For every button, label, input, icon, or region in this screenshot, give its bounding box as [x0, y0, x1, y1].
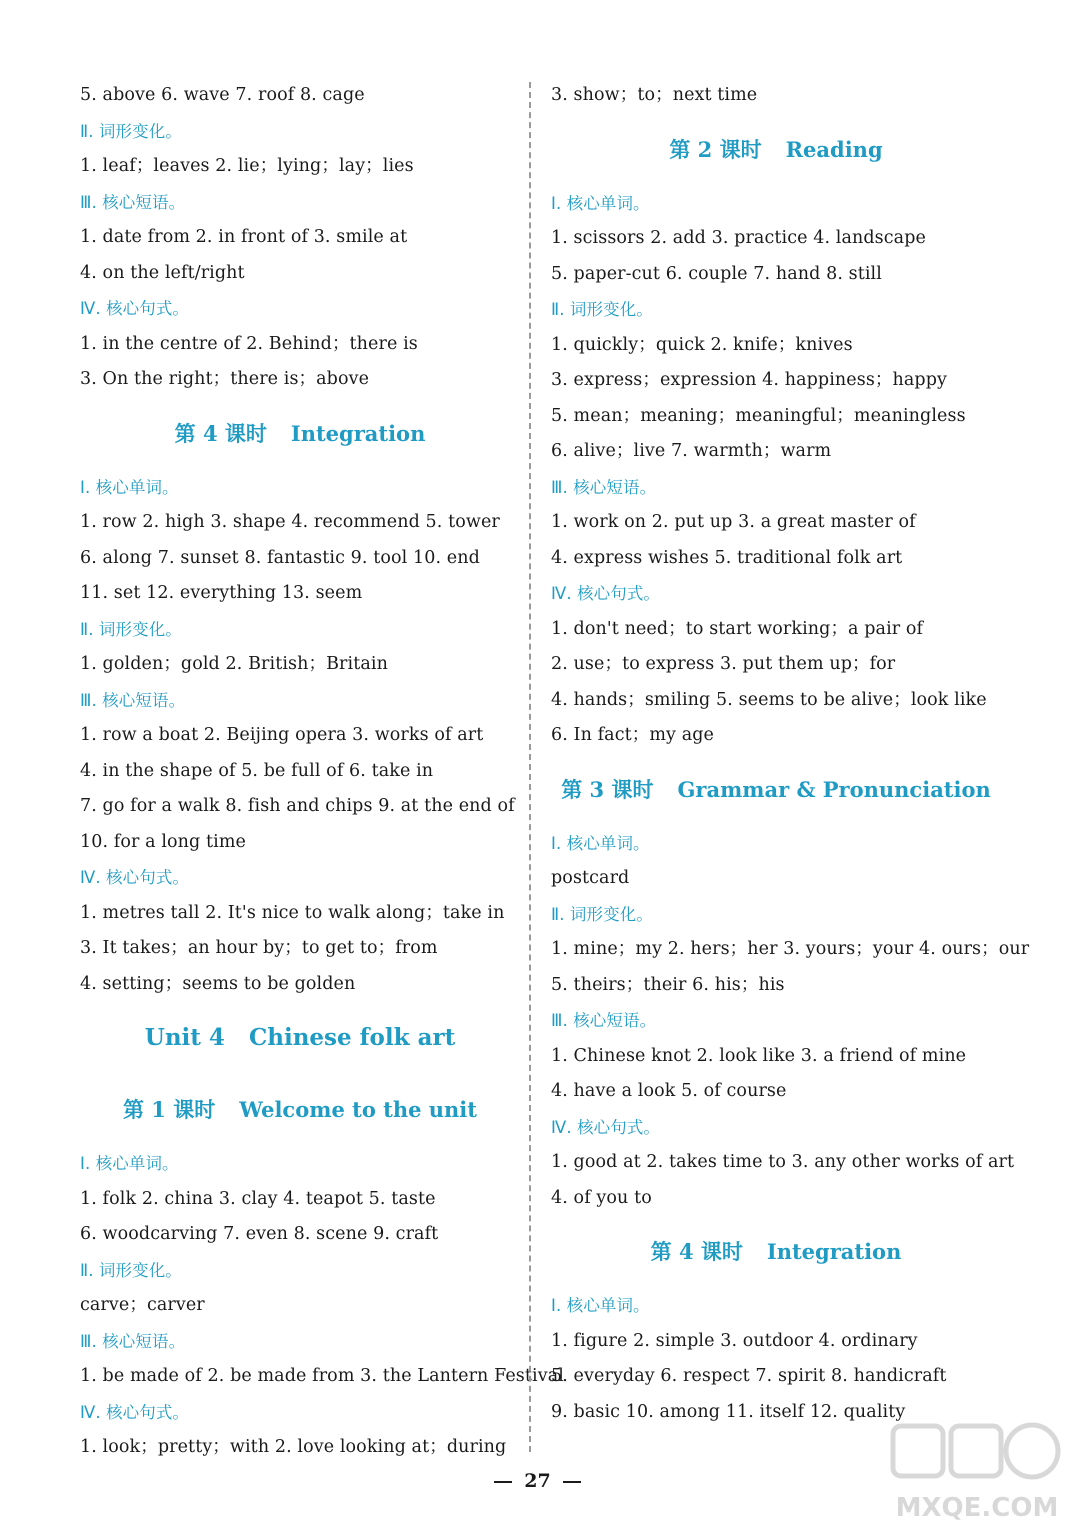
section-label: Ⅲ. 核心短语。	[551, 477, 657, 497]
section-label: Ⅱ. 词形变化。	[551, 904, 653, 924]
section-label: Ⅱ. 词形变化。	[80, 1260, 182, 1280]
page-number-text: 27	[524, 1470, 551, 1492]
lesson-title: Integration	[290, 420, 426, 446]
answer-line: 5. paper-cut 6. couple 7. hand 8. still	[551, 263, 882, 284]
lesson-heading	[80, 398, 520, 470]
lesson-heading	[551, 114, 1001, 186]
section-label: Ⅰ. 核心单词。	[80, 477, 179, 497]
answer-line: 11. set 12. everything 13. seem	[80, 583, 363, 603]
answer-line: 1. figure 2. simple 3. outdoor 4. ordinary	[551, 1330, 918, 1351]
answer-line: 3. show；to；next time	[551, 85, 758, 105]
answer-line: postcard	[551, 868, 630, 888]
answer-line: 7. go for a walk 8. fish and chips 9. at the end of	[80, 796, 515, 816]
lesson-number: 第 4 课时	[174, 420, 267, 446]
answer-line: 5. mean；meaning；meaningful；meaningless	[551, 405, 966, 426]
watermark-text: MXQE.COM	[895, 1493, 1059, 1523]
section-label: Ⅰ. 核心单词。	[551, 1296, 650, 1315]
answer-line: 1. folk 2. china 3. clay 4. teapot 5. taste	[80, 1188, 436, 1209]
answer-line: 3. On the right；there is；above	[80, 369, 370, 389]
section-label: Ⅳ. 核心句式。	[551, 584, 661, 603]
answer-line: 1. Chinese knot 2. look like 3. a friend of mine	[551, 1045, 967, 1066]
answer-line: 3. It takes；an hour by；to get to；from	[80, 938, 438, 958]
section-label: Ⅲ. 核心短语。	[80, 1331, 186, 1351]
answer-line: 2. use；to express 3. put them up；for	[551, 654, 896, 674]
answer-line: 1. row 2. high 3. shape 4. recommend 5. tower	[80, 512, 500, 532]
section-label: Ⅰ. 核心单词。	[80, 1154, 179, 1173]
answer-line: 1. be made of 2. be made from 3. the Lantern Festival	[80, 1366, 564, 1386]
dash-left	[494, 1481, 512, 1483]
answer-line: 1. date from 2. in front of 3. smile at	[80, 227, 408, 247]
lesson-number: 第 1 课时	[122, 1097, 216, 1122]
answer-line: 1. metres tall 2. It's nice to walk along；take in	[80, 902, 505, 923]
answer-line: 4. express wishes 5. traditional folk art	[551, 547, 903, 568]
answer-line: 6. along 7. sunset 8. fantastic 9. tool 10. end	[80, 547, 480, 568]
section-label: Ⅱ. 词形变化。	[551, 300, 653, 319]
answer-line: 9. basic 10. among 11. itself 12. quality	[551, 1401, 906, 1422]
section-label: Ⅱ. 词形变化。	[80, 121, 182, 141]
answer-line: carve；carver	[80, 1295, 205, 1315]
answer-line: 1. don't need；to start working；a pair of	[551, 618, 924, 639]
watermark-logo-icon	[887, 1418, 1067, 1528]
answer-line: 1. look；pretty；with 2. love looking at；during	[80, 1437, 507, 1457]
answer-line: 3. express；expression 4. happiness；happy	[551, 370, 947, 390]
answer-line: 6. In fact；my age	[551, 725, 714, 745]
unit-title: Chinese folk art	[248, 1024, 456, 1051]
section-label: Ⅱ. 词形变化。	[80, 619, 182, 639]
dash-right	[563, 1481, 581, 1483]
answer-line: 1. leaf；leaves 2. lie；lying；lay；lies	[80, 156, 414, 176]
section-label: Ⅳ. 核心句式。	[80, 1402, 190, 1422]
answer-line: 1. row a boat 2. Beijing opera 3. works of art	[80, 725, 484, 745]
answer-line: 10. for a long time	[80, 831, 246, 852]
answer-line: 4. of you to	[551, 1187, 652, 1208]
section-label: Ⅲ. 核心短语。	[80, 690, 186, 710]
answer-line: 4. hands；smiling 5. seems to be alive；look like	[551, 689, 987, 710]
answer-line: 1. quickly；quick 2. knife；knives	[551, 334, 853, 355]
section-label: Ⅰ. 核心单词。	[551, 833, 650, 853]
answer-line: 4. on the left/right	[80, 262, 245, 283]
section-label: Ⅳ. 核心句式。	[80, 299, 190, 318]
section-label: Ⅰ. 核心单词。	[551, 193, 650, 213]
answer-line: 1. good at 2. takes time to 3. any other works of art	[551, 1152, 1015, 1172]
answer-line: 4. have a look 5. of course	[551, 1081, 787, 1101]
column-divider	[529, 82, 531, 1452]
left-column	[80, 78, 564, 1466]
answer-line: 5. everyday 6. respect 7. spirit 8. handicraft	[551, 1366, 947, 1386]
answer-line: 5. theirs；their 6. his；his	[551, 974, 785, 995]
lesson-title: Grammar & Pronunciation	[677, 776, 991, 802]
unit-heading	[80, 1002, 520, 1074]
right-column	[551, 78, 1030, 1430]
section-label: Ⅲ. 核心短语。	[551, 1011, 657, 1030]
section-label: Ⅳ. 核心句式。	[551, 1117, 661, 1137]
answer-line: 6. woodcarving 7. even 8. scene 9. craft	[80, 1224, 439, 1244]
answer-line: 1. work on 2. put up 3. a great master of	[551, 512, 916, 532]
answer-line: 1. mine；my 2. hers；her 3. yours；your 4. ours；our	[551, 939, 1030, 959]
answer-line: 1. scissors 2. add 3. practice 4. landscape	[551, 228, 926, 248]
answer-line: 6. alive；live 7. warmth；warm	[551, 441, 832, 461]
lesson-title: Reading	[785, 136, 883, 162]
answer-line: 4. setting；seems to be golden	[80, 973, 356, 994]
lesson-number: 第 2 课时	[669, 136, 762, 162]
answer-line: 1. golden；gold 2. British；Britain	[80, 654, 388, 674]
lesson-title: Integration	[766, 1239, 902, 1264]
lesson-heading	[551, 1216, 1001, 1288]
unit-number: Unit 4	[144, 1024, 225, 1051]
lesson-number: 第 3 课时	[561, 776, 654, 802]
answer-line: 1. in the centre of 2. Behind；there is	[80, 333, 418, 354]
lesson-number: 第 4 课时	[650, 1239, 743, 1264]
lesson-heading	[80, 1074, 520, 1146]
lesson-title: Welcome to the unit	[239, 1097, 477, 1122]
answer-line: 4. in the shape of 5. be full of 6. take in	[80, 760, 434, 781]
answer-line: 5. above 6. wave 7. roof 8. cage	[80, 85, 365, 105]
section-label: Ⅳ. 核心句式。	[80, 868, 190, 887]
lesson-heading	[551, 754, 1001, 826]
section-label: Ⅲ. 核心短语。	[80, 192, 186, 212]
